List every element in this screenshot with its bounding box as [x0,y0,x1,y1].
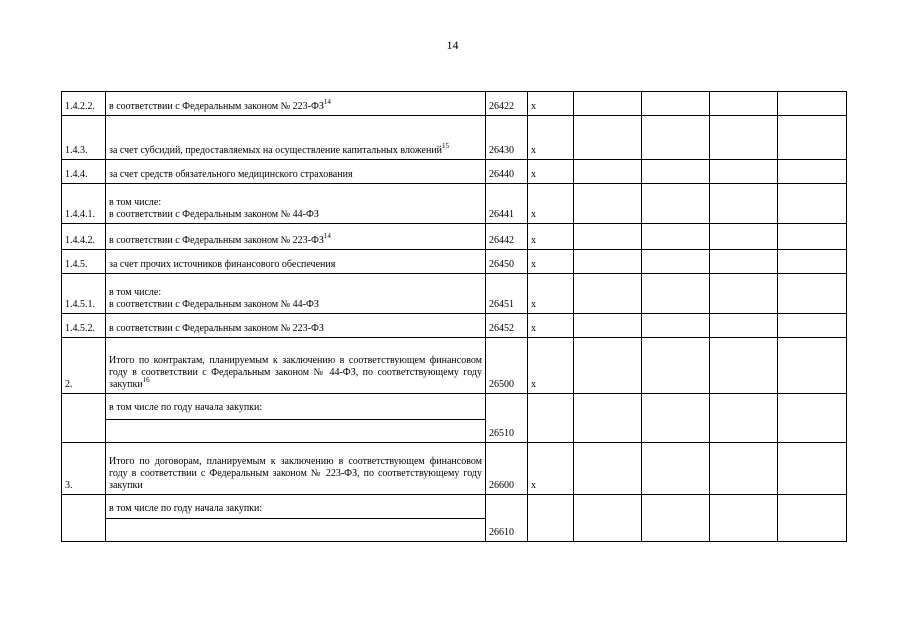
value-cell [642,314,710,338]
value-cell [710,184,778,224]
row-mark [528,495,574,542]
value-cell [710,224,778,250]
value-cell [710,314,778,338]
row-number: 1.4.5.2. [62,314,106,338]
value-cell [574,495,642,542]
row-number: 1.4.4.1. [62,184,106,224]
value-cell [710,92,778,116]
table-row [62,394,847,420]
value-cell [778,184,847,224]
row-description: в том числе по году начала закупки: [106,495,486,519]
value-cell [710,338,778,394]
value-cell [574,116,642,160]
value-cell [778,116,847,160]
row-description: за счет прочих источников финансового обеспечения [106,250,486,274]
row-number: 1.4.2.2. [62,92,106,116]
row-number: 1.4.4. [62,160,106,184]
value-cell [710,160,778,184]
row-code: 26430 [486,116,528,160]
row-mark: x [528,184,574,224]
value-cell [710,116,778,160]
value-cell [778,338,847,394]
table-row [62,160,847,184]
row-mark: x [528,224,574,250]
row-description: в том числе: в соответствии с Федеральным законом № 44-ФЗ [106,274,486,314]
row-mark [528,394,574,443]
value-cell [642,184,710,224]
value-cell [642,160,710,184]
value-cell [778,495,847,542]
row-description: в соответствии с Федеральным законом № 223-ФЗ$^{14}$ [106,92,486,116]
value-cell [710,274,778,314]
row-number: 2. [62,338,106,394]
row-description: за счет субсидий, предоставляемых на осуществление капитальных вложений$^{15}$ [106,116,486,160]
row-code: 26600 [486,443,528,495]
value-cell [642,443,710,495]
row-description-empty [106,420,486,443]
table-row [62,495,847,519]
row-description-empty [106,519,486,542]
row-mark: x [528,116,574,160]
table-row [62,116,847,160]
value-cell [642,116,710,160]
footnote-ref: 15 [442,141,449,150]
value-cell [642,92,710,116]
row-mark: x [528,443,574,495]
value-cell [642,250,710,274]
row-mark: x [528,250,574,274]
row-number [62,394,106,443]
value-cell [574,92,642,116]
row-mark: x [528,92,574,116]
row-description: в том числе: в соответствии с Федеральным законом № 44-ФЗ [106,184,486,224]
row-code: 26450 [486,250,528,274]
footnote-ref: 14 [323,97,331,106]
value-cell [778,160,847,184]
row-number: 1.4.5. [62,250,106,274]
row-mark: x [528,160,574,184]
value-cell [642,338,710,394]
value-cell [574,443,642,495]
row-number [62,495,106,542]
value-cell [574,184,642,224]
table-row [62,184,847,224]
value-cell [710,443,778,495]
row-code: 26440 [486,160,528,184]
row-description-prefix: в том числе: [109,197,162,208]
value-cell [574,250,642,274]
report-table [61,91,847,542]
value-cell [778,224,847,250]
row-code: 26442 [486,224,528,250]
row-description: в том числе по году начала закупки: [106,394,486,420]
value-cell [642,394,710,443]
value-cell [642,274,710,314]
value-cell [574,338,642,394]
row-code: 26610 [486,495,528,542]
row-number: 1.4.4.2. [62,224,106,250]
table-row [62,250,847,274]
value-cell [778,394,847,443]
page-number: 14 [446,38,459,52]
value-cell [778,250,847,274]
table-row [62,274,847,314]
row-description: в соответствии с Федеральным законом № 223-ФЗ [106,314,486,338]
value-cell [642,495,710,542]
value-cell [710,495,778,542]
row-code: 26500 [486,338,528,394]
row-description: в соответствии с Федеральным законом № 223-ФЗ$^{14}$ [106,224,486,250]
row-description-prefix: в том числе: [109,287,162,298]
row-code: 26510 [486,394,528,443]
row-code: 26422 [486,92,528,116]
value-cell [574,394,642,443]
table-row [62,314,847,338]
value-cell [574,274,642,314]
table-row [62,92,847,116]
value-cell [574,314,642,338]
table-row [62,338,847,394]
row-description: Итого по контрактам, планируемым к заключению в соответствующем финансовом году в соответствии с Федеральным законом № 44-ФЗ, по соответствующему году закупки$^{16}$ [106,338,486,394]
value-cell [574,160,642,184]
value-cell [710,394,778,443]
table-row [62,443,847,495]
value-cell [642,224,710,250]
value-cell [710,250,778,274]
row-description: за счет средств обязательного медицинского страхования [106,160,486,184]
row-number: 1.4.3. [62,116,106,160]
row-code: 26452 [486,314,528,338]
row-code: 26451 [486,274,528,314]
table-row [62,224,847,250]
row-number: 3. [62,443,106,495]
value-cell [778,92,847,116]
row-description: Итого по договорам, планируемым к заключению в соответствующем финансовом году в соответствии с Федеральным законом № 223-ФЗ, по соответствующему году закупки [106,443,486,495]
value-cell [778,443,847,495]
footnote-ref: 14 [323,231,331,240]
row-mark: x [528,338,574,394]
value-cell [574,224,642,250]
row-code: 26441 [486,184,528,224]
row-mark: x [528,314,574,338]
row-number: 1.4.5.1. [62,274,106,314]
footnote-ref: 16 [142,375,150,384]
row-mark: x [528,274,574,314]
value-cell [778,314,847,338]
value-cell [778,274,847,314]
